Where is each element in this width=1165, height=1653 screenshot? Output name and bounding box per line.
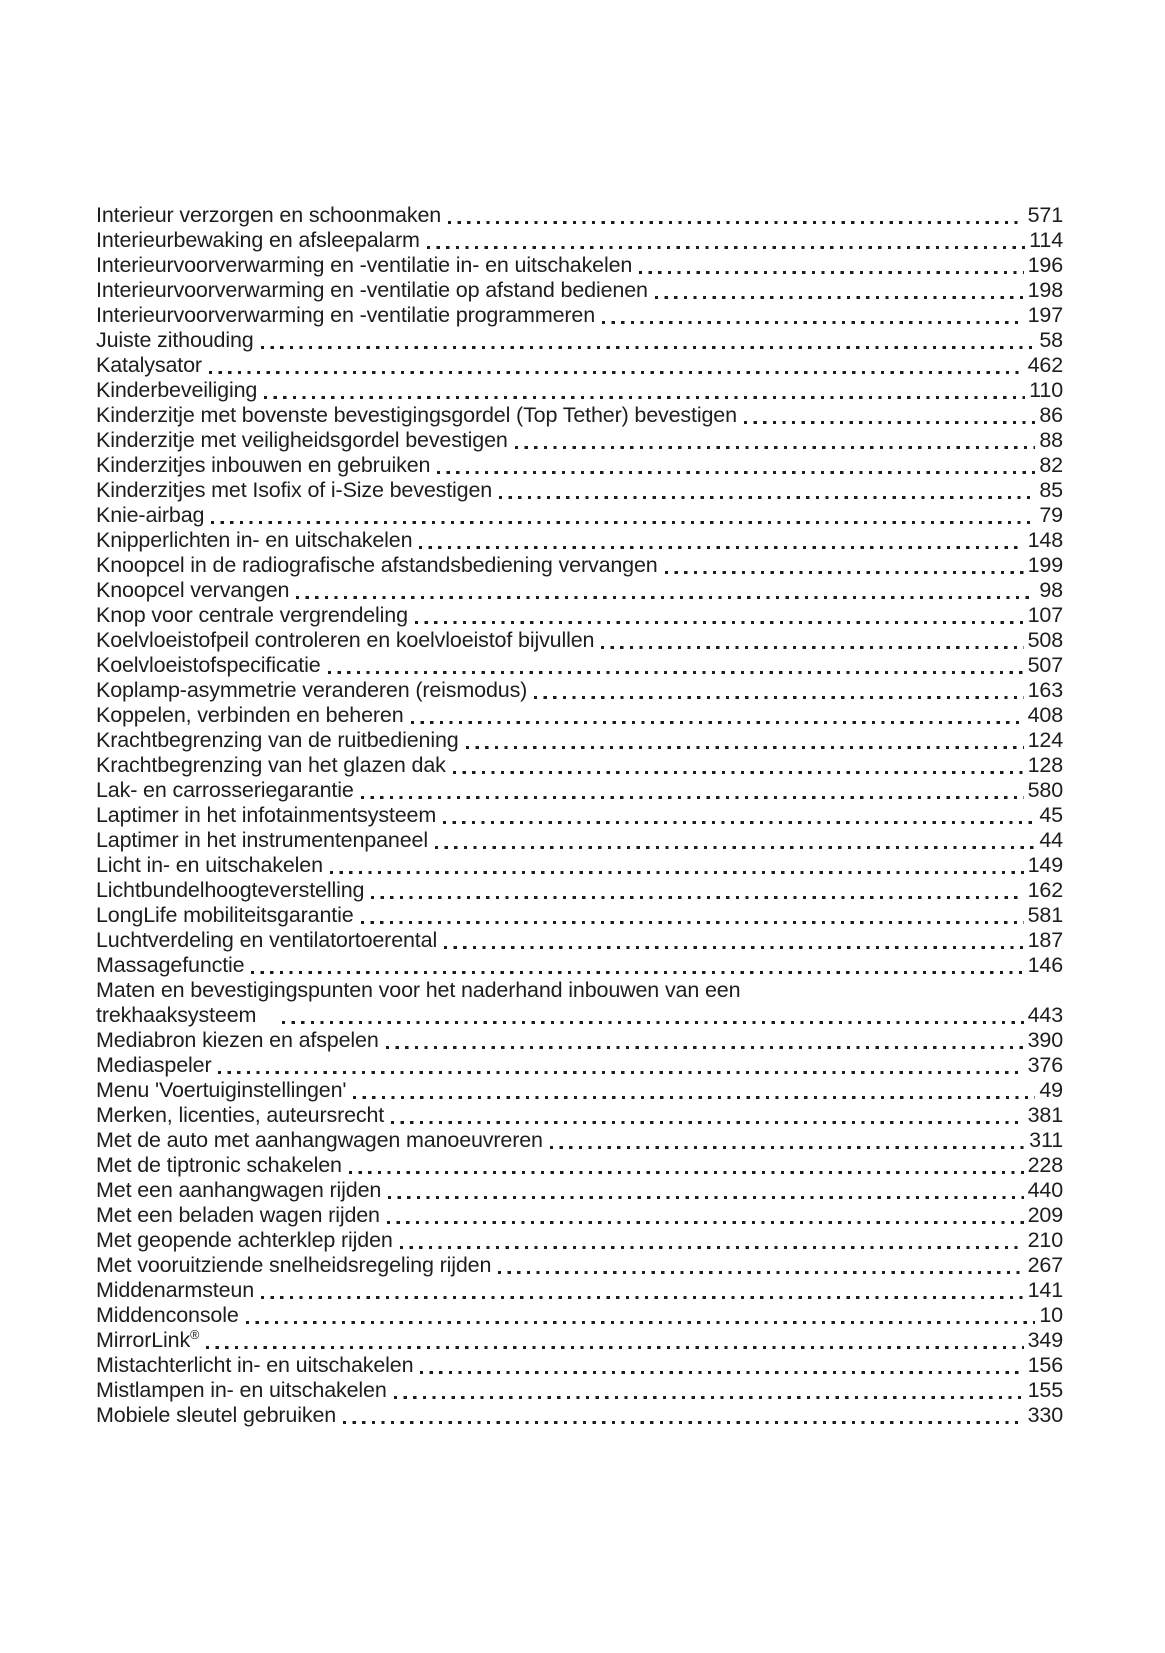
entry-title: Menu 'Voertuiginstellingen' [96,1078,347,1102]
entry-page-number: 10 [1039,1303,1063,1327]
entry-title: Knie-airbag [96,503,205,527]
entry-page-number: 581 [1027,903,1063,927]
index-entry [96,1053,1063,1078]
entry-title: Met vooruitziende snelheidsregeling rijden [96,1253,492,1277]
index-entry [96,528,1063,553]
index-entry [96,628,1063,653]
dot-leader [343,1421,1024,1424]
index-entry [96,403,1063,428]
entry-title: Met een aanhangwagen rijden [96,1178,382,1202]
entry-page-number: 45 [1039,803,1063,827]
entry-page-number: 196 [1027,253,1063,277]
entry-page-number: 311 [1029,1128,1063,1152]
dot-leader [388,1196,1023,1199]
index-entry [96,278,1063,303]
index-entry [96,1328,1063,1353]
entry-page-number: 128 [1027,753,1063,777]
dot-leader [218,1071,1023,1074]
dot-leader [515,446,1036,449]
entry-page-number: 209 [1027,1203,1063,1227]
entry-page-number: 198 [1027,278,1063,302]
entry-page-number: 124 [1027,728,1063,752]
index-entry [96,1153,1063,1178]
index-entry [96,1078,1063,1103]
dot-leader [387,1221,1024,1224]
index-entry [96,1378,1063,1403]
index-entry [96,1178,1063,1203]
entry-page-number: 44 [1039,828,1063,852]
dot-leader [246,1321,1036,1324]
dot-leader [411,721,1024,724]
index-entry [96,228,1063,253]
dot-leader [353,1096,1035,1099]
entry-title: Luchtverdeling en ventilatortoerental [96,928,438,952]
dot-leader [534,696,1023,699]
dot-leader [437,471,1035,474]
entry-title: Interieur verzorgen en schoonmaken [96,203,442,227]
dot-leader [371,896,1023,899]
index-entry [96,653,1063,678]
entry-title: Merken, licenties, auteursrecht [96,1103,385,1127]
entry-page-number: 330 [1027,1403,1063,1427]
registered-trademark-symbol: ® [190,1327,200,1342]
entry-title: Kinderbeveiliging [96,378,258,402]
entry-page-number: 49 [1039,1078,1063,1102]
entry-title: LongLife mobiliteitsgarantie [96,903,354,927]
index-entry [96,378,1063,403]
entry-title: Koppelen, verbinden en beheren [96,703,404,727]
dot-leader [550,1146,1025,1149]
dot-leader [655,296,1024,299]
index-entry [96,678,1063,703]
dot-leader [328,671,1024,674]
index-entry [96,603,1063,628]
entry-page-number: 197 [1027,303,1063,327]
dot-leader [251,971,1023,974]
index-entry [96,903,1063,928]
entry-page-number: 580 [1027,778,1063,802]
entry-page-number: 162 [1027,878,1063,902]
entry-title: Laptimer in het instrumentenpaneel [96,828,428,852]
index-entry [96,978,1063,1003]
index-entry [96,253,1063,278]
entry-title: Met de tiptronic schakelen [96,1153,342,1177]
entry-page-number: 390 [1027,1028,1063,1052]
entry-page-number: 79 [1039,503,1063,527]
dot-leader [744,421,1035,424]
entry-page-number: 440 [1027,1178,1063,1202]
dot-leader [443,821,1035,824]
dot-leader [264,396,1025,399]
index-entry [96,1128,1063,1153]
entry-page-number: 210 [1027,1228,1063,1252]
entry-title: Mediabron kiezen en afspelen [96,1028,379,1052]
dot-leader [602,321,1024,324]
index-entry [96,1103,1063,1128]
dot-leader [261,346,1036,349]
entry-title: Mistachterlicht in- en uitschakelen [96,1353,414,1377]
dot-leader [386,1046,1024,1049]
entry-page-number: 98 [1039,578,1063,602]
entry-page-number: 376 [1027,1053,1063,1077]
entry-title: Middenconsole [96,1303,239,1327]
entry-title: Koelvloeistofpeil controleren en koelvloeistof bijvullen [96,628,595,652]
dot-leader [444,946,1024,949]
entry-title: Interieurbewaking en afsleepalarm [96,228,420,252]
index-entry [96,1003,1063,1028]
index-entry [96,1403,1063,1428]
index-entry [96,828,1063,853]
entry-page-number: 199 [1027,553,1063,577]
entry-title: Mistlampen in- en uitschakelen [96,1378,387,1402]
entry-page-number: 381 [1027,1103,1063,1127]
entry-page-number: 107 [1027,603,1063,627]
index-entry [96,953,1063,978]
dot-leader [206,1346,1023,1349]
entry-title: Lak- en carrosseriegarantie [96,778,354,802]
entry-page-number: 146 [1027,953,1063,977]
dot-leader [349,1171,1024,1174]
entry-title: Juiste zithouding [96,328,254,352]
entry-title: Laptimer in het infotainmentsysteem [96,803,437,827]
index-entry [96,728,1063,753]
index-entry [96,753,1063,778]
index-entry [96,853,1063,878]
dot-leader [296,596,1035,599]
dot-leader [330,871,1024,874]
entry-title: Knop voor centrale vergrendeling [96,603,408,627]
index-entry [96,878,1063,903]
dot-leader [361,796,1024,799]
index-entry [96,303,1063,328]
dot-leader [601,646,1023,649]
dot-leader [665,571,1024,574]
entry-page-number: 228 [1027,1153,1063,1177]
dot-leader [419,546,1023,549]
entry-title: Interieurvoorverwarming en -ventilatie op afstand bedienen [96,278,648,302]
entry-title: Mediaspeler [96,1053,212,1077]
entry-page-number: 149 [1027,853,1063,877]
index-entry [96,803,1063,828]
entry-page-number: 163 [1027,678,1063,702]
index-entry [96,1278,1063,1303]
dot-leader [499,496,1035,499]
entry-page-number: 508 [1027,628,1063,652]
entry-page-number: 58 [1039,328,1063,352]
index-entry [96,1253,1063,1278]
entry-title: Met een beladen wagen rijden [96,1203,380,1227]
dot-leader [448,221,1024,224]
entry-page-number: 82 [1039,453,1063,477]
dot-leader [211,521,1035,524]
index-entry [96,328,1063,353]
index-entry [96,203,1063,228]
index-entry [96,928,1063,953]
entry-page-number: 408 [1027,703,1063,727]
index-entry [96,1203,1063,1228]
index-entry [96,553,1063,578]
index-entry [96,428,1063,453]
entry-page-number: 267 [1027,1253,1063,1277]
entry-title: Knoopcel vervangen [96,578,290,602]
index-entry [96,703,1063,728]
index-entry [96,478,1063,503]
entry-page-number: 156 [1027,1353,1063,1377]
index-entry [96,578,1063,603]
entry-page-number: 141 [1027,1278,1063,1302]
dot-leader [209,371,1024,374]
entry-page-number: 571 [1027,203,1063,227]
entry-title: Licht in- en uitschakelen [96,853,323,877]
entry-page-number: 110 [1029,378,1063,402]
dot-leader [427,246,1025,249]
entry-title: Interieurvoorverwarming en -ventilatie programmeren [96,303,596,327]
entry-title: Massagefunctie [96,953,245,977]
entry-title: Koelvloeistofspecificatie [96,653,321,677]
entry-title: Interieurvoorverwarming en -ventilatie in- en uitschakelen [96,253,633,277]
entry-page-number: 86 [1039,403,1063,427]
entry-page-number: 507 [1027,653,1063,677]
dot-leader [435,846,1035,849]
index-entry [96,503,1063,528]
entry-title: Knoopcel in de radiografische afstandsbediening vervangen [96,553,658,577]
entry-page-number: 148 [1027,528,1063,552]
dot-leader [261,1296,1024,1299]
dot-leader [420,1371,1023,1374]
entry-title: Middenarmsteun [96,1278,255,1302]
dot-leader [391,1121,1023,1124]
dot-leader [394,1396,1024,1399]
entry-page-number: 349 [1027,1328,1063,1352]
index-entry [96,1228,1063,1253]
entry-title: Knipperlichten in- en uitschakelen [96,528,413,552]
entry-title: Katalysator [96,353,202,377]
entry-page-number: 114 [1029,228,1063,252]
entry-title: trekhaaksysteem [96,1003,257,1027]
entry-title: Mobiele sleutel gebruiken [96,1403,337,1427]
entry-title: Met de auto met aanhangwagen manoeuvreren [96,1128,543,1152]
index-entry [96,1028,1063,1053]
entry-page-number: 155 [1027,1378,1063,1402]
entry-title: Koplamp-asymmetrie veranderen (reismodus) [96,678,528,702]
index-entry [96,1353,1063,1378]
entry-page-number: 85 [1039,478,1063,502]
entry-page-number: 187 [1027,928,1063,952]
entry-title: MirrorLink® [96,1327,200,1352]
dot-leader [639,271,1023,274]
entry-title: Maten en bevestigingspunten voor het naderhand inbouwen van een [96,978,741,1002]
index-entry [96,453,1063,478]
entry-title: Krachtbegrenzing van de ruitbediening [96,728,459,752]
dot-leader [498,1271,1023,1274]
entry-title: Kinderzitje met veiligheidsgordel bevestigen [96,428,508,452]
index-entry [96,1303,1063,1328]
index-list [96,203,1063,1428]
entry-title: Kinderzitje met bovenste bevestigingsgordel (Top Tether) bevestigen [96,403,737,427]
entry-page-number: 443 [1027,1003,1063,1027]
entry-page-number: 462 [1027,353,1063,377]
dot-leader [453,771,1024,774]
index-entry [96,778,1063,803]
entry-title: Lichtbundelhoogteverstelling [96,878,365,902]
entry-title: Met geopende achterklep rijden [96,1228,393,1252]
dot-leader [400,1246,1024,1249]
dot-leader [361,921,1024,924]
dot-leader [415,621,1024,624]
entry-title: Krachtbegrenzing van het glazen dak [96,753,446,777]
dot-leader [282,1021,1023,1024]
entry-page-number: 88 [1039,428,1063,452]
entry-title: Kinderzitjes met Isofix of i-Size bevestigen [96,478,493,502]
entry-title: Kinderzitjes inbouwen en gebruiken [96,453,431,477]
index-entry [96,353,1063,378]
dot-leader [466,746,1024,749]
